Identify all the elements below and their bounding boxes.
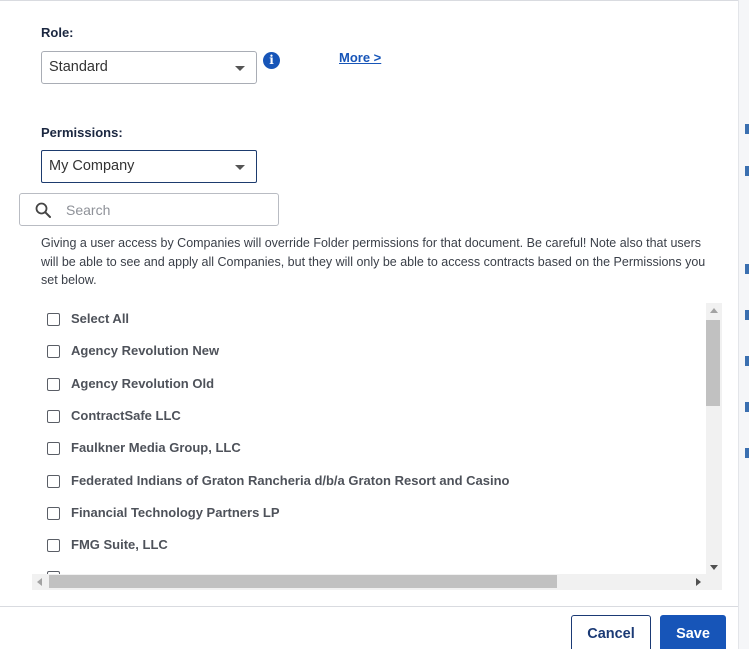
checkbox[interactable] [47, 442, 60, 455]
checkbox[interactable] [47, 345, 60, 358]
horizontal-scroll-thumb[interactable] [49, 575, 557, 588]
checkbox[interactable] [47, 507, 60, 520]
list-item[interactable] [47, 472, 697, 492]
select-all-item[interactable] [47, 310, 697, 330]
info-icon[interactable]: i [263, 52, 280, 69]
background-page-edge [738, 0, 749, 649]
role-label: Role: [41, 25, 74, 40]
list-item-label: ContractSafe LLC [71, 408, 181, 423]
checkbox[interactable] [47, 475, 60, 488]
scroll-down-icon[interactable] [710, 565, 718, 570]
checkbox[interactable] [47, 410, 60, 423]
list-item[interactable] [47, 439, 697, 459]
list-item-label: Agency Revolution Old [71, 376, 215, 391]
role-select[interactable] [41, 51, 257, 84]
list-item[interactable] [47, 504, 697, 524]
list-item[interactable] [47, 342, 697, 362]
list-item[interactable] [47, 536, 697, 556]
list-item[interactable] [47, 375, 697, 395]
company-list [32, 303, 704, 574]
checkbox[interactable] [47, 539, 60, 552]
chevron-down-icon [235, 66, 245, 71]
cancel-button[interactable]: Cancel [571, 615, 651, 649]
search-input[interactable] [66, 198, 271, 221]
company-list-panel [32, 303, 722, 591]
list-item-label: Federated Indians of Graton Rancheria d/b/a Graton Resort and Casino [71, 473, 510, 488]
list-item-label: FMG Suite, LLC [71, 537, 168, 552]
list-item-label: Select All [71, 311, 130, 326]
permissions-notice: Giving a user access by Companies will override Folder permissions for that document. Be careful! Note also that users will be able to see and apply all Companies, but they will only be able to access contracts based on the Permissions you set below. [41, 236, 706, 287]
list-item-label: Financial Technology Partners LP [71, 505, 280, 520]
list-item-label: Faulkner Media Group, LLC [71, 440, 241, 455]
search-icon [35, 202, 51, 218]
checkbox[interactable] [47, 378, 60, 391]
scroll-right-icon[interactable] [696, 578, 701, 586]
list-item[interactable] [47, 407, 697, 427]
search-box[interactable] [19, 193, 279, 226]
permissions-label: Permissions: [41, 125, 123, 140]
vertical-scroll-thumb[interactable] [706, 320, 720, 406]
role-select-value: Standard [49, 59, 108, 75]
top-divider [0, 0, 749, 1]
scroll-left-icon[interactable] [37, 578, 42, 586]
horizontal-scrollbar[interactable] [32, 574, 706, 590]
scroll-up-icon[interactable] [710, 308, 718, 313]
list-item-label: Agency Revolution New [71, 343, 220, 358]
footer-divider [0, 606, 738, 607]
checkbox[interactable] [47, 313, 60, 326]
chevron-down-icon [235, 165, 245, 170]
permissions-select-value: My Company [49, 158, 135, 174]
more-link[interactable]: More > [339, 50, 382, 65]
save-button[interactable]: Save [660, 615, 726, 649]
scrollbar-corner [706, 574, 722, 590]
vertical-scrollbar[interactable] [706, 303, 722, 574]
permissions-select[interactable] [41, 150, 257, 183]
